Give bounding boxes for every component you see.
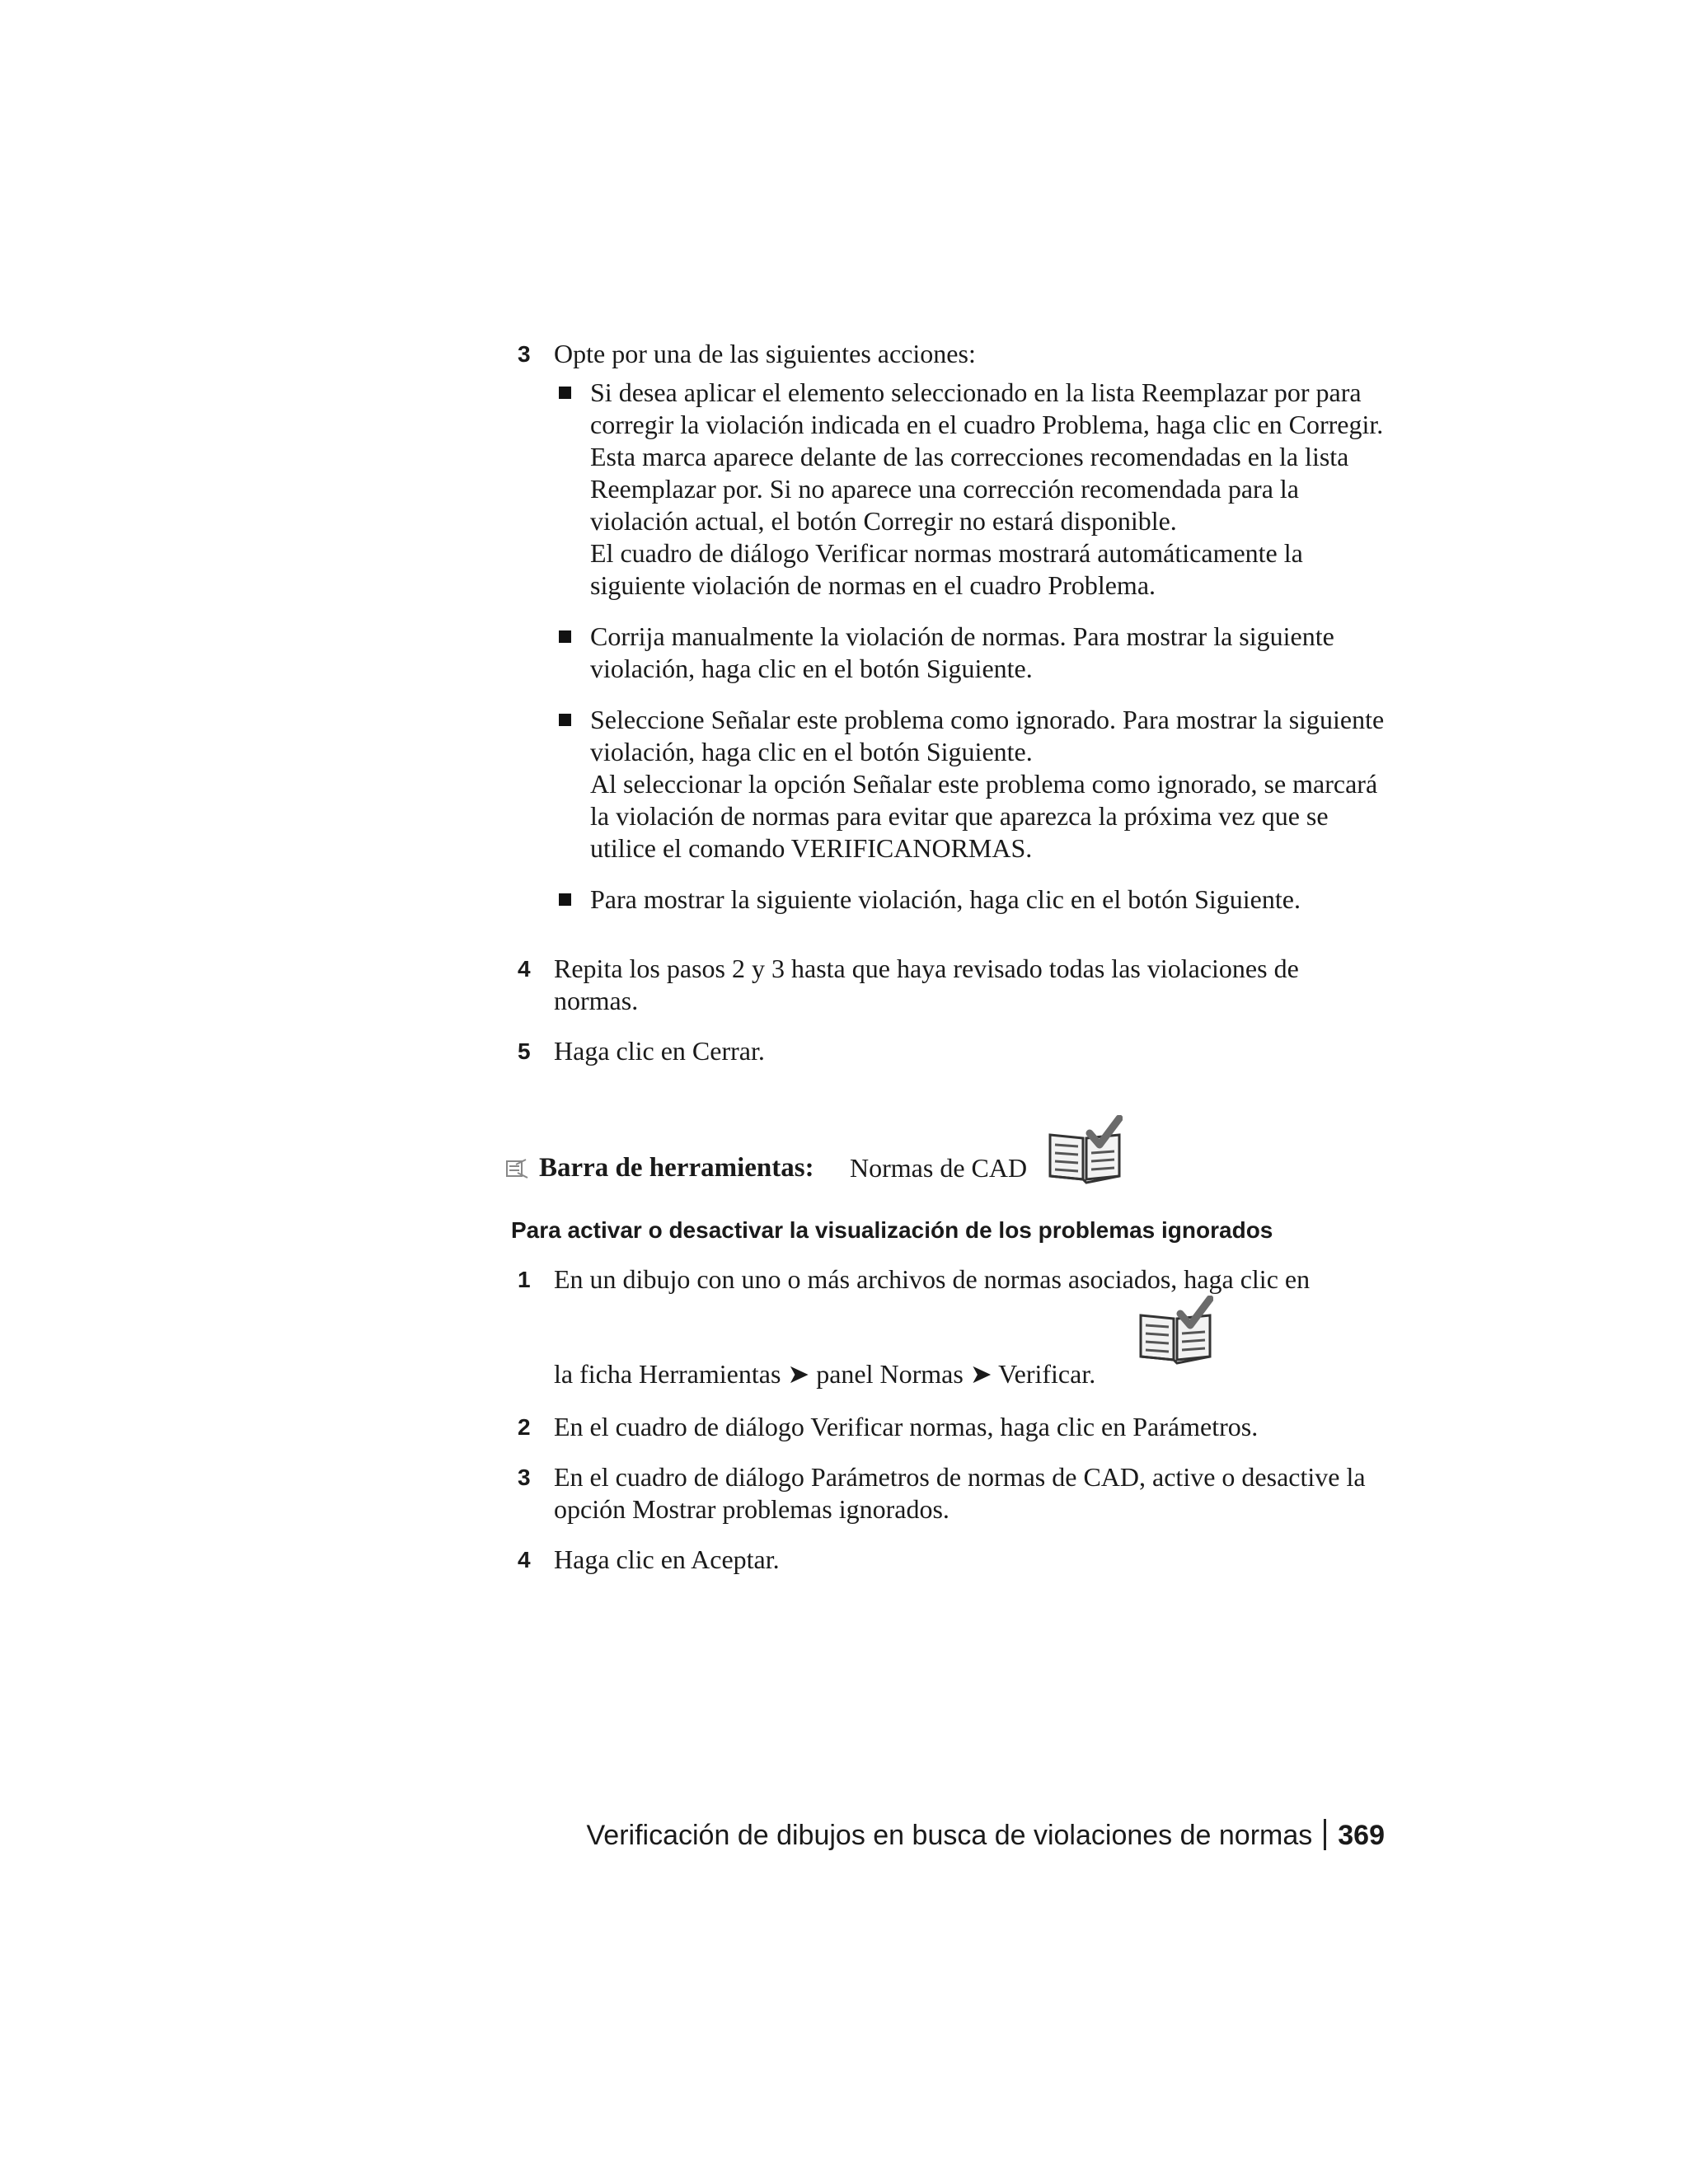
bullet-square-icon bbox=[559, 387, 571, 399]
step-number: 2 bbox=[518, 1414, 531, 1440]
toolbar-name: Normas de CAD bbox=[850, 1153, 1028, 1183]
step-text: En un dibujo con uno o más archivos de normas asociados, haga clic en bbox=[554, 1264, 1311, 1294]
toolbar-reference bbox=[511, 1115, 1385, 1188]
toolbar-icon bbox=[504, 1156, 529, 1181]
bullet-square-icon bbox=[559, 893, 571, 906]
step-3 bbox=[511, 338, 1385, 370]
bullet-square-icon bbox=[559, 714, 571, 726]
step-4 bbox=[511, 953, 1385, 1017]
bullet-square-icon bbox=[559, 630, 571, 643]
bullet-paragraph: El cuadro de diálogo Verificar normas mostrará automáticamente la siguiente violación de normas en el cuadro Problema. bbox=[590, 538, 1303, 600]
bullet-paragraph: Para mostrar la siguiente violación, haga clic en el botón Siguiente. bbox=[590, 884, 1301, 914]
step-5 bbox=[511, 1035, 1385, 1067]
step-text: Repita los pasos 2 y 3 hasta que haya revisado todas las violaciones de normas. bbox=[554, 954, 1299, 1015]
step-text: En el cuadro de diálogo Verificar normas, haga clic en Parámetros. bbox=[554, 1412, 1259, 1441]
bullet-paragraph: Corrija manualmente la violación de normas. Para mostrar la siguiente violación, haga clic en el botón Siguiente. bbox=[590, 621, 1334, 683]
page-footer bbox=[587, 1819, 1386, 1852]
toolbar-label: Barra de herramientas: bbox=[539, 1153, 814, 1183]
list-item bbox=[554, 621, 1385, 685]
step-text: Haga clic en Cerrar. bbox=[554, 1036, 765, 1066]
step-number: 1 bbox=[518, 1267, 531, 1292]
footer-title: Verificación de dibujos en busca de violaciones de normas bbox=[586, 1820, 1313, 1851]
step-number: 4 bbox=[518, 1547, 531, 1572]
page-content bbox=[511, 338, 1385, 1576]
footer-divider bbox=[1324, 1819, 1326, 1850]
bullet-paragraph: Al seleccionar la opción Señalar este problema como ignorado, se marcará la violación de normas para evitar que aparezca la próxima vez que se utilice el comando VERIFICANORMAS. bbox=[590, 769, 1378, 863]
check-standards-icon[interactable] bbox=[1137, 1296, 1213, 1365]
bullet-paragraph: Seleccione Señalar este problema como ignorado. Para mostrar la siguiente violación, haga clic en el botón Siguiente. bbox=[590, 705, 1385, 766]
step-text: Opte por una de las siguientes acciones: bbox=[554, 339, 976, 368]
step-text: la ficha Herramientas ➤ panel Normas ➤ Verificar. bbox=[554, 1359, 1096, 1389]
step-number: 3 bbox=[518, 341, 531, 367]
section-heading: Para activar o desactivar la visualización de los problemas ignorados bbox=[511, 1217, 1273, 1243]
procedure-step-4 bbox=[511, 1544, 1385, 1576]
bullet-paragraph: Si desea aplicar el elemento seleccionado en la lista Reemplazar por para corregir la violación indicada en el cuadro Problema, haga clic en Corregir. Esta marca aparece delante de las correcciones recomendadas en la lista Reemplazar por. Si no aparece una corrección recomendada para la violación actual, el botón Corregir no estará disponible. bbox=[590, 377, 1384, 536]
step-text: Haga clic en Aceptar. bbox=[554, 1544, 780, 1574]
step-text: En el cuadro de diálogo Parámetros de normas de CAD, active o desactive la opción Mostrar problemas ignorados. bbox=[554, 1462, 1366, 1524]
procedure-step-3 bbox=[511, 1461, 1385, 1526]
list-item bbox=[554, 704, 1385, 865]
step-number: 3 bbox=[518, 1465, 531, 1490]
step-continuation bbox=[511, 1296, 1385, 1390]
procedure-step-2 bbox=[511, 1411, 1385, 1443]
options-list bbox=[554, 377, 1385, 916]
check-standards-icon[interactable] bbox=[1047, 1115, 1123, 1184]
step-number: 5 bbox=[518, 1038, 531, 1064]
list-item bbox=[554, 883, 1385, 916]
procedure-step-1 bbox=[511, 1263, 1385, 1296]
list-item bbox=[554, 377, 1385, 602]
page-number: 369 bbox=[1338, 1820, 1385, 1851]
step-number: 4 bbox=[518, 956, 531, 982]
